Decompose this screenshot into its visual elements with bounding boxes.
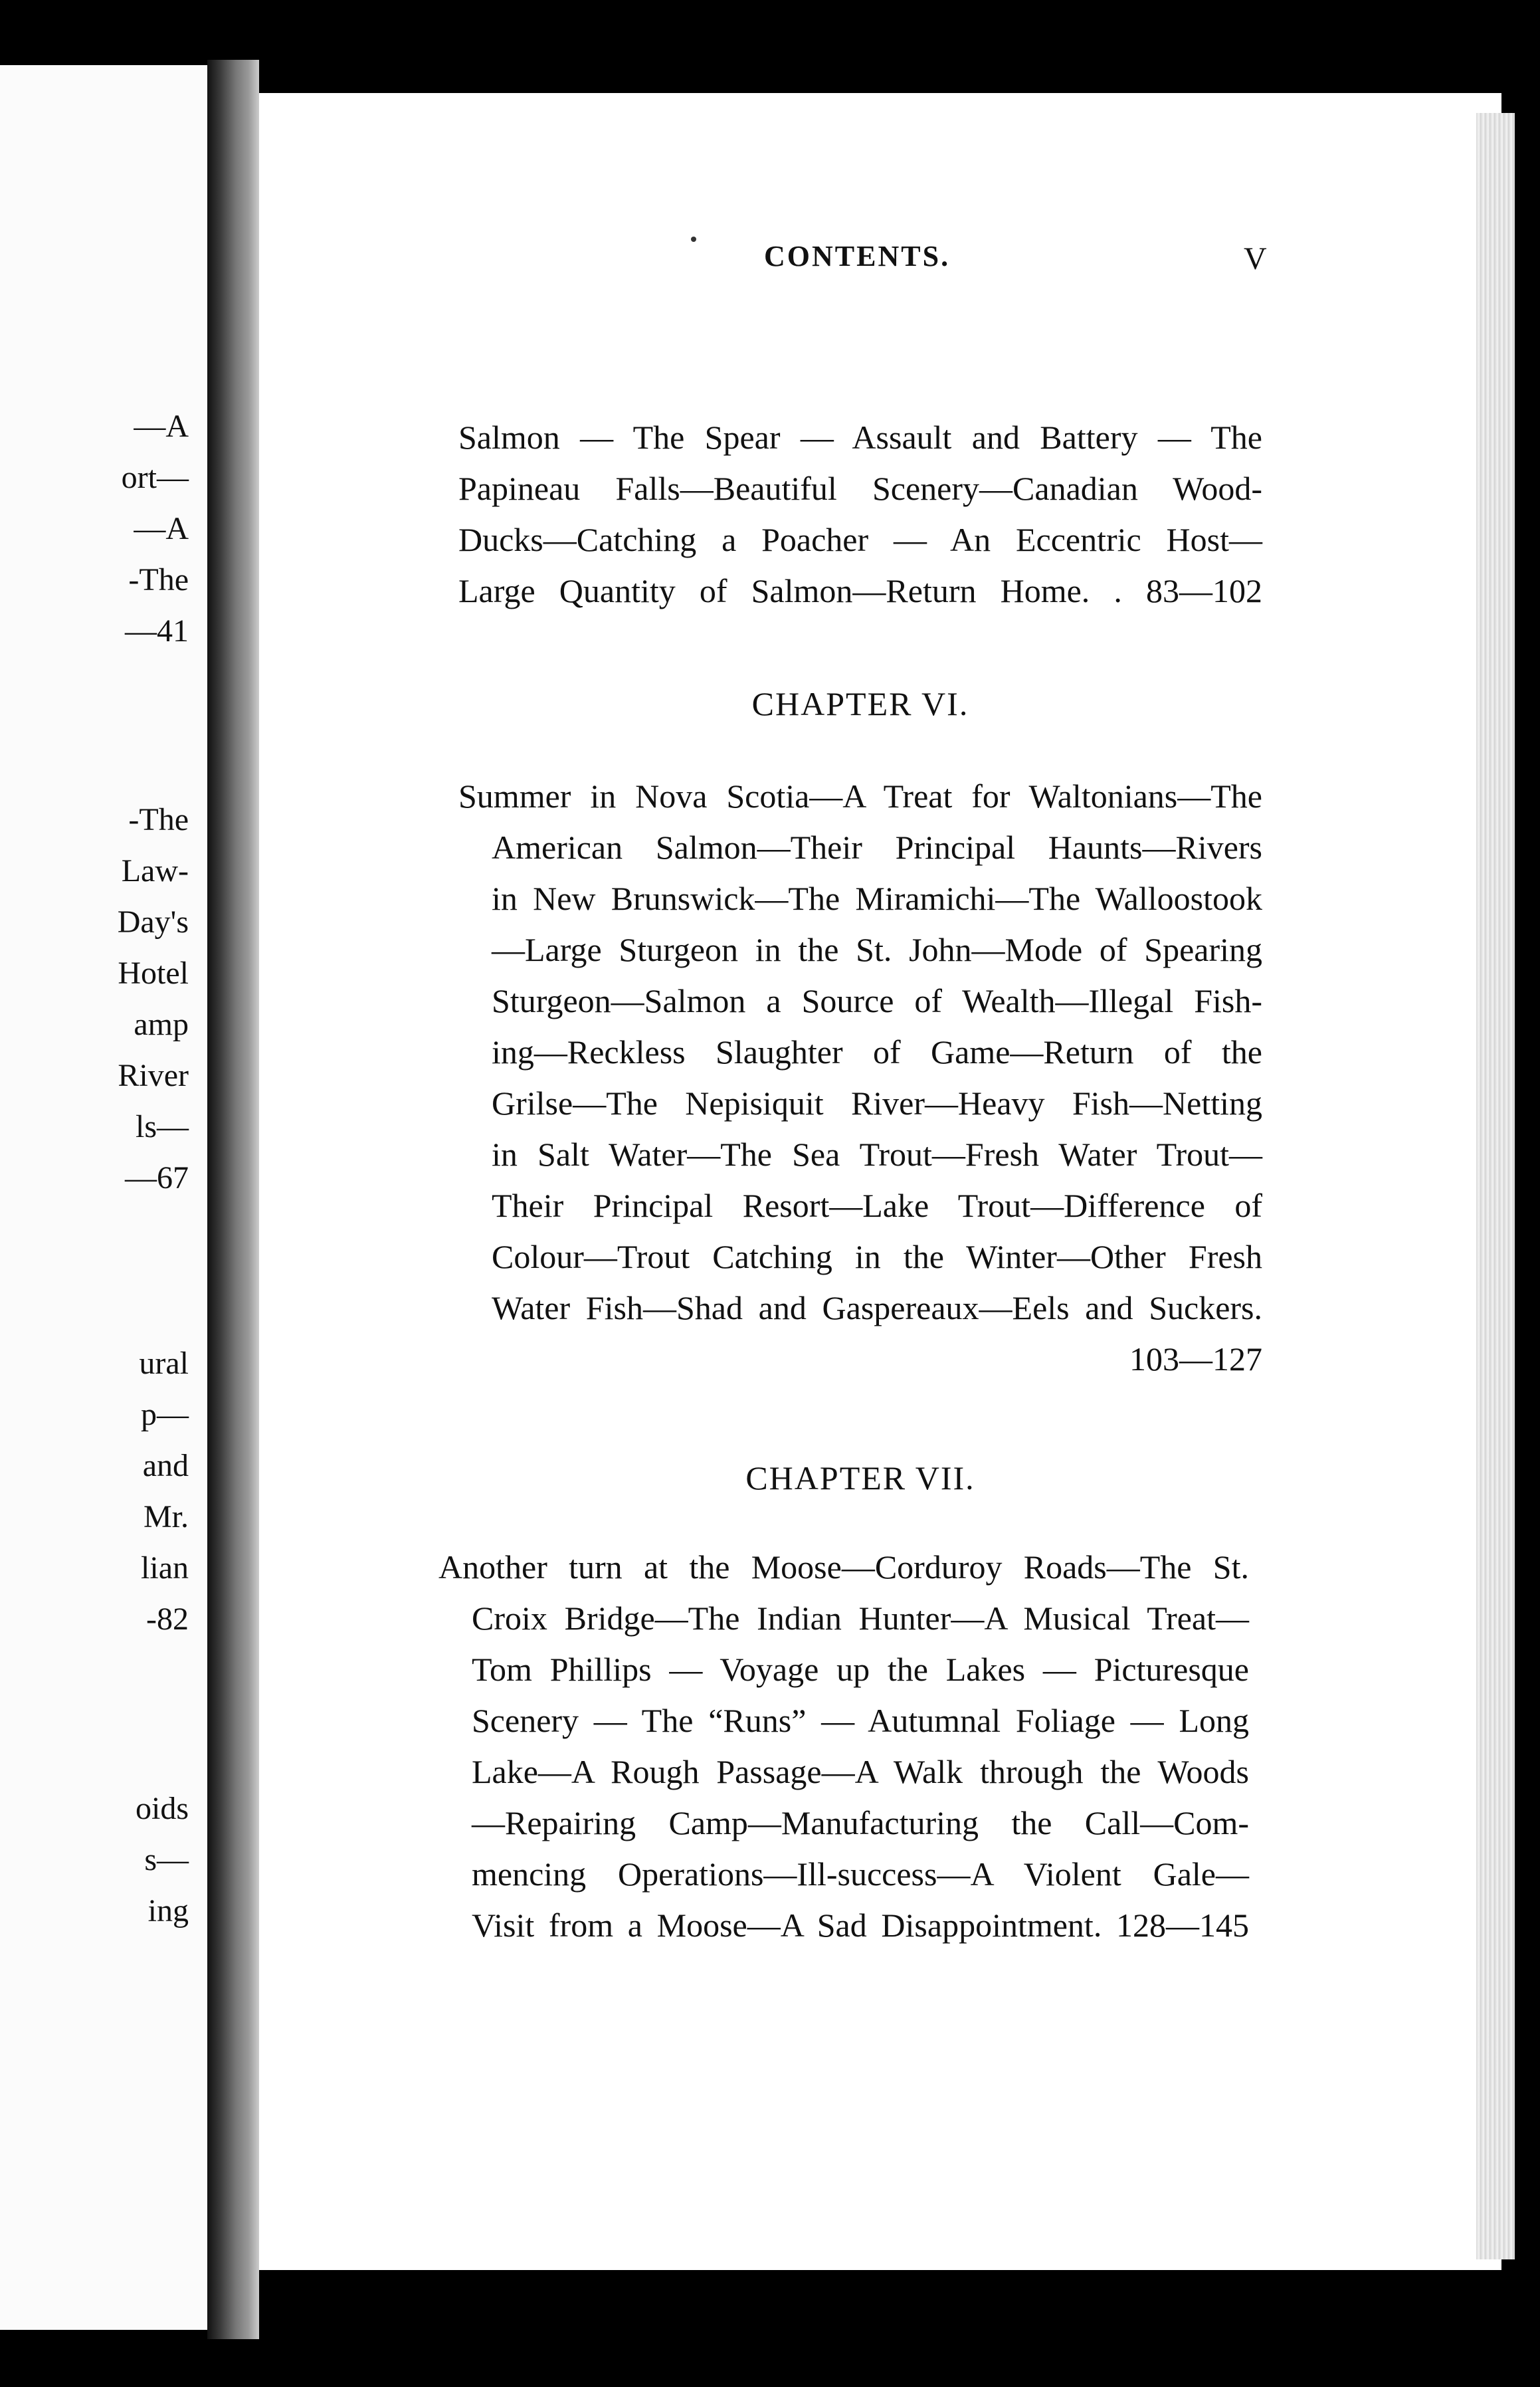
left-text-line: ural bbox=[139, 1346, 189, 1381]
page-edge bbox=[1476, 113, 1515, 2259]
contents-line: Croix Bridge—The Indian Hunter—A Musical Treat— bbox=[472, 1600, 1249, 1637]
left-text-line: ing bbox=[147, 1893, 189, 1928]
contents-line: Water Fish—Shad and Gaspereaux—Eels and Suckers. bbox=[492, 1289, 1262, 1326]
left-text-line: ls— bbox=[135, 1109, 189, 1144]
contents-line: in New Brunswick—The Miramichi—The Walloostook bbox=[492, 880, 1262, 917]
contents-line: Scenery — The “Runs” — Autumnal Foliage — Long bbox=[472, 1702, 1249, 1739]
left-text-line: —67 bbox=[125, 1160, 189, 1195]
left-text-line: Day's bbox=[117, 904, 189, 940]
contents-line: Papineau Falls—Beautiful Scenery—Canadian Wood- bbox=[458, 470, 1262, 507]
left-text-line: p— bbox=[141, 1397, 189, 1432]
contents-entry bbox=[438, 1542, 1249, 1951]
contents-line: Grilse—The Nepisiquit River—Heavy Fish—Netting bbox=[492, 1085, 1262, 1122]
left-text-line: Law- bbox=[121, 853, 189, 888]
contents-line: —Large Sturgeon in the St. John—Mode of Spearing bbox=[492, 931, 1262, 968]
contents-line: American Salmon—Their Principal Haunts—Rivers bbox=[492, 829, 1262, 866]
left-text-line: Mr. bbox=[143, 1499, 189, 1534]
contents-line: mencing Operations—Ill-success—A Violent Gale— bbox=[472, 1855, 1249, 1893]
left-text-line: —A bbox=[134, 511, 189, 546]
left-text-line: ort— bbox=[121, 460, 189, 495]
contents-entry-continued bbox=[458, 412, 1262, 617]
left-text-line: Hotel bbox=[118, 956, 189, 991]
running-head: CONTENTS. bbox=[764, 240, 951, 272]
left-text-line: oids bbox=[135, 1791, 189, 1826]
contents-line: Their Principal Resort—Lake Trout—Difference of bbox=[492, 1187, 1262, 1224]
left-text-line: -82 bbox=[146, 1602, 189, 1637]
contents-line: Another turn at the Moose—Corduroy Roads—The St. bbox=[438, 1548, 1249, 1586]
left-page-fragment bbox=[0, 65, 207, 2330]
chapter-heading: CHAPTER VI. bbox=[751, 685, 969, 722]
contents-line: Tom Phillips — Voyage up the Lakes — Picturesque bbox=[472, 1651, 1249, 1688]
contents-line: Ducks—Catching a Poacher — An Eccentric Host— bbox=[458, 521, 1262, 558]
left-text-line: and bbox=[142, 1448, 189, 1483]
contents-line: ing—Reckless Slaughter of Game—Return of the bbox=[492, 1033, 1262, 1071]
contents-line: Large Quantity of Salmon—Return Home. . 83—102 bbox=[458, 572, 1262, 609]
left-text-line: River bbox=[118, 1058, 189, 1093]
contents-line: Colour—Trout Catching in the Winter—Other Fresh bbox=[492, 1238, 1262, 1275]
contents-line: Salmon — The Spear — Assault and Battery — The bbox=[458, 419, 1262, 456]
left-text-line: —41 bbox=[125, 613, 189, 649]
left-text-line: lian bbox=[141, 1550, 189, 1586]
left-text-line: —A bbox=[134, 409, 189, 444]
left-text-line: amp bbox=[134, 1007, 189, 1042]
chapter-heading: CHAPTER VII. bbox=[745, 1459, 975, 1497]
contents-line: in Salt Water—The Sea Trout—Fresh Water Trout— bbox=[492, 1136, 1262, 1173]
left-text-line: -The bbox=[128, 802, 189, 837]
contents-line: Sturgeon—Salmon a Source of Wealth—Illegal Fish- bbox=[492, 982, 1262, 1019]
left-text-line: s— bbox=[144, 1842, 189, 1877]
left-text-line: -The bbox=[128, 562, 189, 597]
page-range: 103—127 bbox=[1129, 1340, 1262, 1378]
contents-line: Summer in Nova Scotia—A Treat for Waltonians—The bbox=[458, 778, 1262, 815]
speck bbox=[691, 237, 696, 242]
book-gutter bbox=[207, 60, 259, 2339]
contents-line: —Repairing Camp—Manufacturing the Call—Com- bbox=[472, 1804, 1249, 1841]
contents-entry bbox=[458, 771, 1262, 1385]
contents-line: Visit from a Moose—A Sad Disappointment. 128—145 bbox=[472, 1907, 1249, 1944]
contents-line: Lake—A Rough Passage—A Walk through the Woods bbox=[472, 1753, 1249, 1790]
page-number: V bbox=[1244, 241, 1267, 276]
